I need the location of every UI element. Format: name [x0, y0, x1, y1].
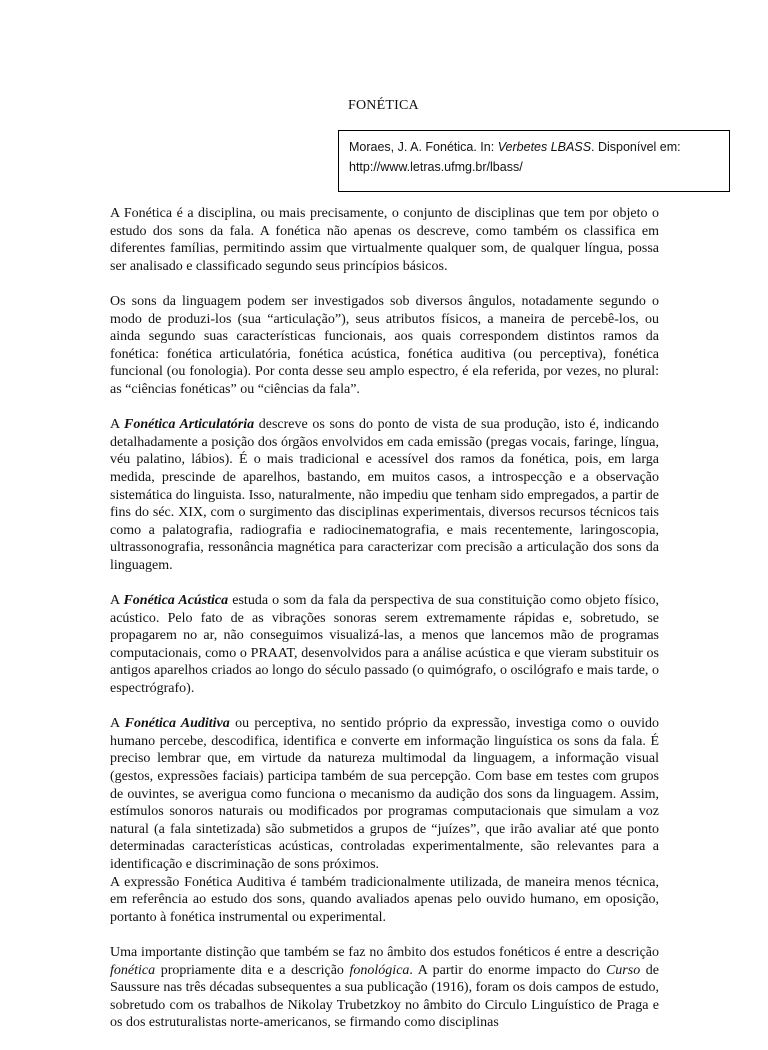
- term-articulatory: Fonética Articulatória: [123, 417, 255, 433]
- term-curso: Curso: [605, 962, 641, 978]
- paragraph-intro: A Fonética é a disciplina, ou mais precisamente, o conjunto de disciplinas que tem por objeto o estudo dos sons da fala. A fonética não apenas os descreve, como também os classifica em diferentes famílias, permitindo assim que virtualmente qualquer som, de qualquer língua, possa ser analisado e classificado segundo seus princípios básicos.: [110, 206, 659, 274]
- citation-source: Verbetes LBASS: [497, 140, 592, 154]
- paragraph-articulatory: [110, 416, 659, 574]
- citation-line: [349, 137, 719, 157]
- term-acoustic: Fonética Acústica: [123, 593, 229, 609]
- para-lead: A: [110, 716, 125, 732]
- term-fonetica: fonética: [110, 962, 156, 978]
- term-fonologica: fonológica: [349, 962, 410, 978]
- para-rest: estuda o som da fala da perspectiva de sua constituição como objeto físico, acústico. Pelo fato de as vibrações sonoras serem extremamente rápidas e, sobretudo, se propagarem no ar, não conseguimos visualizá-las, a menos que lancemos mão de programas computacionais, como o PRAAT, desenvolvidos para a análise acústica e que vieram substituir os antigos aparelhos criados ao longo do século passado (o quimógrafo, o oscilógrafo e mais tarde, o espectrógrafo).: [110, 593, 660, 697]
- page-title: FONÉTICA: [348, 98, 419, 113]
- citation-suffix: . Disponível em:: [591, 140, 681, 154]
- para-text: propriamente dita e a descrição: [155, 962, 350, 978]
- para-text: Uma importante distinção que também se faz no âmbito dos estudos fonéticos é entre a descrição: [110, 944, 659, 960]
- citation-prefix: Moraes, J. A. Fonética. In:: [349, 140, 498, 154]
- para-rest: ou perceptiva, no sentido próprio da expressão, investiga como o ouvido humano percebe, descodifica, identifica e converte em informação linguística os sons da fala. É preciso lembrar que, em virtude da natureza multimodal da linguagem, a informação visual (gestos, expressões faciais) participa também de sua percepção. Com base em testes com grupos de ouvintes, se averigua como funciona o mecanismo da audição dos sons da linguagem. Assim, estímulos sonoros naturais ou modificados por programas computacionais que simulam a voz natural (a fala sintetizada) são submetidos a grupos de “juízes”, que irão avaliar até que ponto determinadas características acústicas, controladas experimentalmente, são relevantes para a identificação e discriminação de sons próximos.: [110, 716, 659, 872]
- paragraph-distinction: [110, 944, 659, 1032]
- para-text: . A partir do enorme impacto do: [409, 962, 606, 978]
- paragraph-auditory: [110, 715, 659, 873]
- para-lead: A: [110, 417, 124, 433]
- paragraph-acoustic: [110, 592, 659, 698]
- citation-url: http://www.letras.ufmg.br/lbass/: [349, 160, 523, 174]
- para-rest: descreve os sons do ponto de vista de sua produção, isto é, indicando detalhadamente a posição dos órgãos envolvidos em cada emissão (pregas vocais, faringe, língua, véu palatino, lábios). É o mais tradicional e acessível dos ramos da fonética, pois, em larga medida, prescinde de aparelhos, bastando, em muitos casos, a introspecção e a observação sistemática do linguista. Isso, naturalmente, não impediu que tenham sido empregados, a partir de fins do séc. XIX, com o surgimento das disciplinas experimentais, diversos recursos técnicos tais como a palatografia, radiografia e radiocinematografia, e mais recentemente, laringoscopia, ultrassonografia, ressonância magnética para caracterizar com precisão a articulação dos sons da linguagem.: [110, 417, 659, 573]
- paragraph-angles: Os sons da linguagem podem ser investigados sob diversos ângulos, notadamente segundo o modo de produzi-los (sua “articulação”), seus atributos físicos, a maneira de percebê-los, ou ainda segundo suas características funcionais, aos quais correspondem distintos ramos da fonética: fonética articulatória, fonética acústica, fonética auditiva (ou perceptiva), fonética funcional (ou fonologia). Por conta desse seu amplo espectro, é ela referida, por vezes, no plural: as “ciências fonéticas” ou “ciências da fala”.: [110, 293, 659, 397]
- citation-box: [338, 130, 730, 192]
- body-text: [110, 205, 659, 1050]
- para-lead: A: [110, 593, 124, 609]
- paragraph-auditory-expression: A expressão Fonética Auditiva é também tradicionalmente utilizada, de maneira menos técnica, em referência ao estudo dos sons, quando avaliados apenas pelo ouvido humano, em oposição, portanto à fonética instrumental ou experimental.: [110, 874, 659, 925]
- para-text: de Saussure nas três décadas subsequentes a sua publicação (1916), foram os dois campos de estudo, sobretudo com os trabalhos de Nikolay Trubetzkoy no âmbito do Circulo Linguístico de Praga e os dos estruturalistas norte-americanos, se firmando como disciplinas: [110, 962, 659, 1031]
- term-auditory: Fonética Auditiva: [124, 716, 230, 732]
